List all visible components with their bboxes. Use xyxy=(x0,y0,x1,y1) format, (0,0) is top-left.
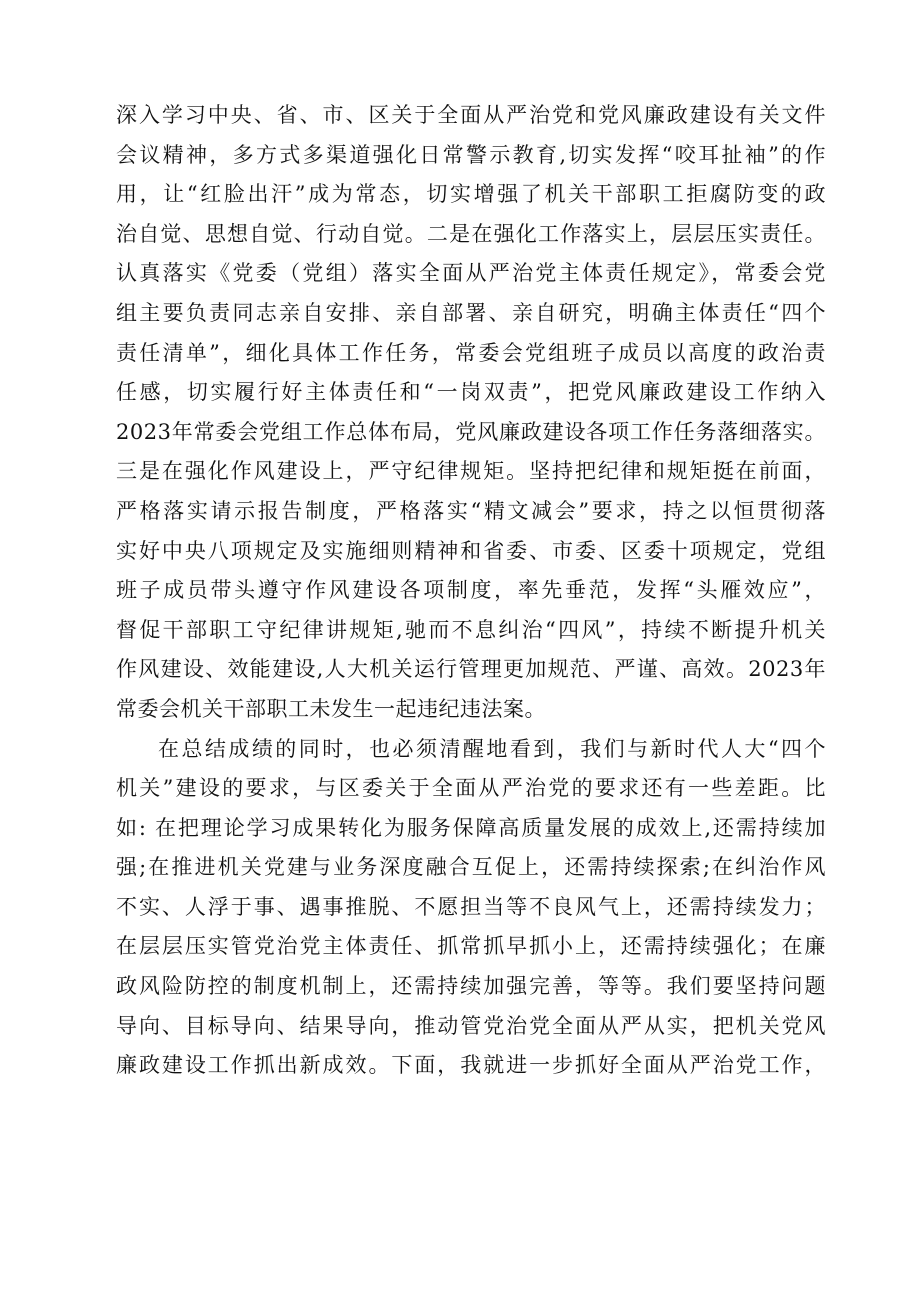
text-line: 作风建设、效能建设,人大机关运行管理更加规范、严谨、高效。2023年 xyxy=(116,657,826,682)
text-line: 导向、目标导向、结果导向，推动管党治党全面从严从实，把机关党风 xyxy=(116,1013,826,1038)
text-line: 治自觉、思想自觉、行动自觉。二是在强化工作落实上，层层压实责任。 xyxy=(116,221,826,246)
text-line: 在总结成绩的同时，也必须清醒地看到，我们与新时代人大“四个 xyxy=(158,736,826,761)
text-line: 深入学习中央、省、市、区关于全面从严治党和党风廉政建设有关文件 xyxy=(116,103,826,127)
text-line: 在层层压实管党治党主体责任、抓常抓早抓小上，还需持续强化；在廉 xyxy=(116,934,826,959)
text-line: 不实、人浮于事、遇事推脱、不愿担当等不良风气上，还需持续发力； xyxy=(116,894,826,919)
paragraph-1 xyxy=(116,96,826,730)
document-body xyxy=(116,96,826,1086)
text-line: 常委会机关干部职工未发生一起违纪违法案。 xyxy=(116,696,546,721)
text-line: 机关”建设的要求，与区委关于全面从严治党的要求还有一些差距。比 xyxy=(116,776,826,801)
text-line: 强;在推进机关党建与业务深度融合互促上，还需持续探索;在纠治作风 xyxy=(116,855,826,880)
text-line: 三是在强化作风建设上，严守纪律规矩。坚持把纪律和规矩挺在前面， xyxy=(116,459,826,484)
text-line: 认真落实《党委（党组）落实全面从严治党主体责任规定》，常委会党 xyxy=(116,261,826,286)
text-line: 廉政建设工作抓出新成效。下面，我就进一步抓好全面从严治党工作， xyxy=(116,1053,826,1078)
paragraph-2 xyxy=(116,730,826,1086)
text-line: 督促干部职工守纪律讲规矩,驰而不息纠治“四风”，持续不断提升机关 xyxy=(116,617,826,642)
text-line: 组主要负责同志亲自安排、亲自部署、亲自研究，明确主体责任“四个 xyxy=(116,300,826,325)
text-line: 责任清单”，细化具体工作任务，常委会党组班子成员以高度的政治责 xyxy=(116,340,826,365)
text-line: 任感，切实履行好主体责任和“一岗双责”，把党风廉政建设工作纳入 xyxy=(116,380,826,405)
text-line: 2023年常委会党组工作总体布局，党风廉政建设各项工作任务落细落实。 xyxy=(116,419,826,444)
text-line: 会议精神，多方式多渠道强化日常警示教育,切实发挥“咬耳扯袖”的作 xyxy=(116,142,826,167)
text-line: 用，让“红脸出汗”成为常态，切实增强了机关干部职工拒腐防变的政 xyxy=(116,182,826,207)
text-line: 班子成员带头遵守作风建设各项制度，率先垂范，发挥“头雁效应”， xyxy=(116,578,826,603)
text-line: 严格落实请示报告制度，严格落实“精文减会”要求，持之以恒贯彻落 xyxy=(116,498,826,523)
text-line: 如: 在把理论学习成果转化为服务保障高质量发展的成效上,还需持续加 xyxy=(116,815,826,840)
text-line: 政风险防控的制度机制上，还需持续加强完善，等等。我们要坚持问题 xyxy=(116,974,826,999)
text-line: 实好中央八项规定及实施细则精神和省委、市委、区委十项规定，党组 xyxy=(116,538,826,563)
